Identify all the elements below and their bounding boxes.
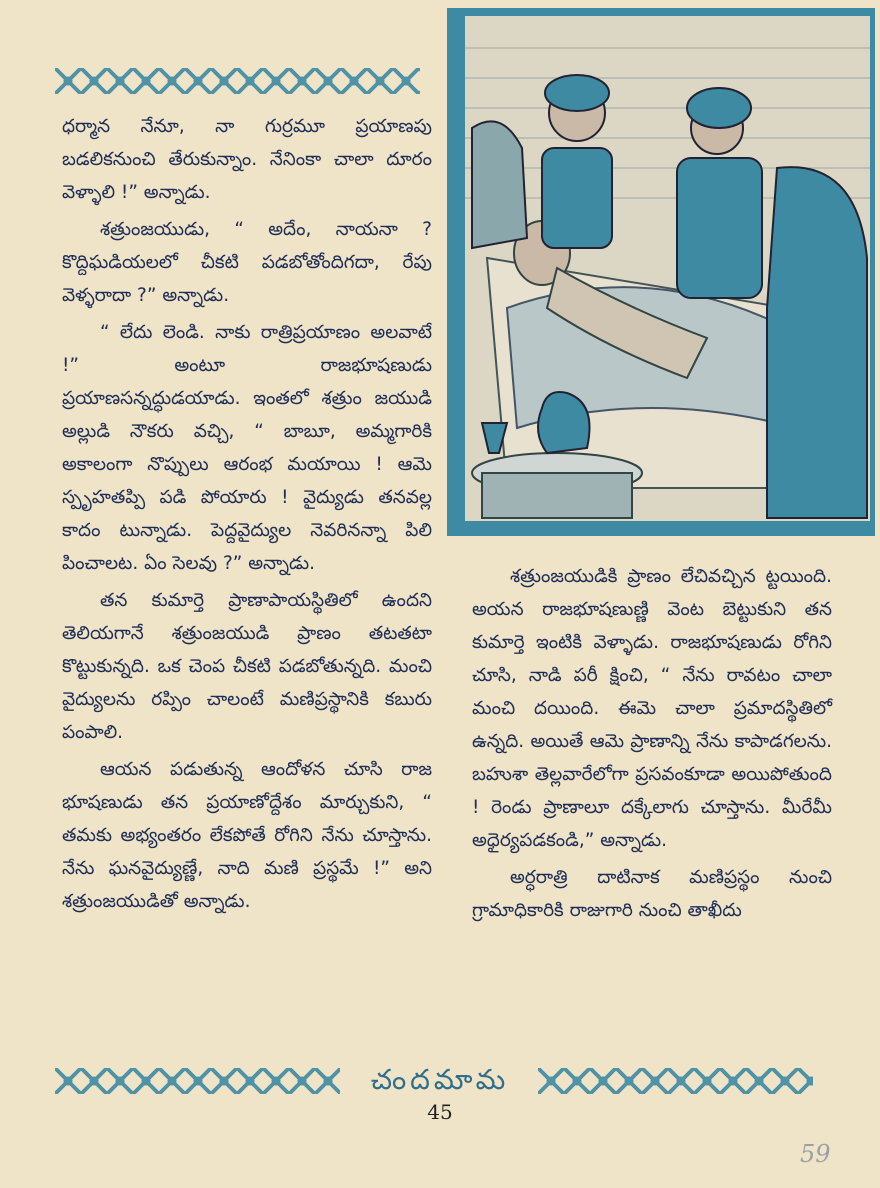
top-decorative-border [55, 68, 420, 94]
page-number: 45 [427, 1100, 453, 1124]
illustration-drawing [447, 8, 875, 536]
paragraph: శత్రుంజయుడు, “ అదేం, నాయనా ? కొద్దిఘడియలలో చీకటి పడబోతోందిగదా, రేపు వెళ్ళరాదా ?” అన్నాడు. [62, 219, 432, 306]
paragraph: అర్ధరాత్రి దాటినాక మణిప్రస్థం నుంచి గ్రామాధికారికి రాజుగారి నుంచి తాఖీదు [472, 867, 832, 921]
magazine-title: చందమామ [370, 1063, 510, 1096]
bottom-right-decorative-border [538, 1068, 813, 1094]
paragraph: “ లేదు లెండి. నాకు రాత్రిప్రయాణం అలవాటే !” అంటూ రాజభూషణుడు ప్రయాణసన్నద్ధుడయాడు. ఇంతలో శత్రుం జయుడి అల్లుడి నౌకరు వచ్చి, “ బాబూ, అమ్మగారికి అకాలంగా నొప్పులు ఆరంభ మయాయి ! ఆమె స్పృహతప్పి పడి పోయారు ! వైద్యుడు తనవల్ల కాదం టున్నాడు. పెద్దవైద్యుల నెవరినన్నా పిలి పించాలట. ఏం సెలవు ?” అన్నాడు. [62, 322, 432, 574]
paragraph: శత్రుంజయుడికి ప్రాణం లేచివచ్చిన ట్టయింది. అయన రాజభూషణుణ్ణి వెంట బెట్టుకుని తన కుమార్తె ఇంటికి వెళ్ళాడు. రాజభూషణుడు రోగిని చూసి, నాడి పరీ క్షించి, “ నేను రావటం చాలా మంచి దయింది. ఈమె చాలా ప్రమాదస్థితిలో ఉన్నది. అయితే ఆమె ప్రాణాన్ని నేను కాపాడగలను. బహుశా తెల్లవారేలోగా ప్రసవంకూడా అయిపోతుంది ! రెండు ప్రాణాలూ దక్కేలాగు చూస్తాను. మీరేమీ అధైర్యపడకండి,” అన్నాడు. [472, 566, 832, 851]
paragraph: తన కుమార్తె ప్రాణాపాయస్థితిలో ఉందని తెలియగానే శత్రుంజయుడి ప్రాణం తటతటా కొట్టుకున్నది. ఒక చెంప చీకటి పడబోతున్నది. మంచి వైద్యులను రప్పిం చాలంటే మణిప్రస్థానికి కబురు పంపాలి. [62, 590, 432, 743]
right-text-column [472, 560, 832, 931]
paragraph: ధర్మాన నేనూ, నా గుర్రమూ ప్రయాణపు బడలికనుంచి తేరుకున్నాం. నేనింకా చాలా దూరం వెళ్ళాలి !” అన్నాడు. [62, 116, 432, 203]
paragraph: ఆయన పడుతున్న ఆందోళన చూసి రాజ భూషణుడు తన ప్రయాణోద్దేశం మార్చుకుని, “ తమకు అభ్యంతరం లేకపోతే రోగిని నేను చూస్తాను. నేను ఘనవైద్యుణ్ణే, నాది మణి ప్రస్థమే !” అని శత్రుంజయుడితో అన్నాడు. [62, 759, 432, 912]
bottom-left-decorative-border [55, 1068, 340, 1094]
left-text-column [62, 110, 432, 922]
handwritten-page-mark: 59 [800, 1140, 831, 1168]
story-illustration [447, 8, 875, 536]
